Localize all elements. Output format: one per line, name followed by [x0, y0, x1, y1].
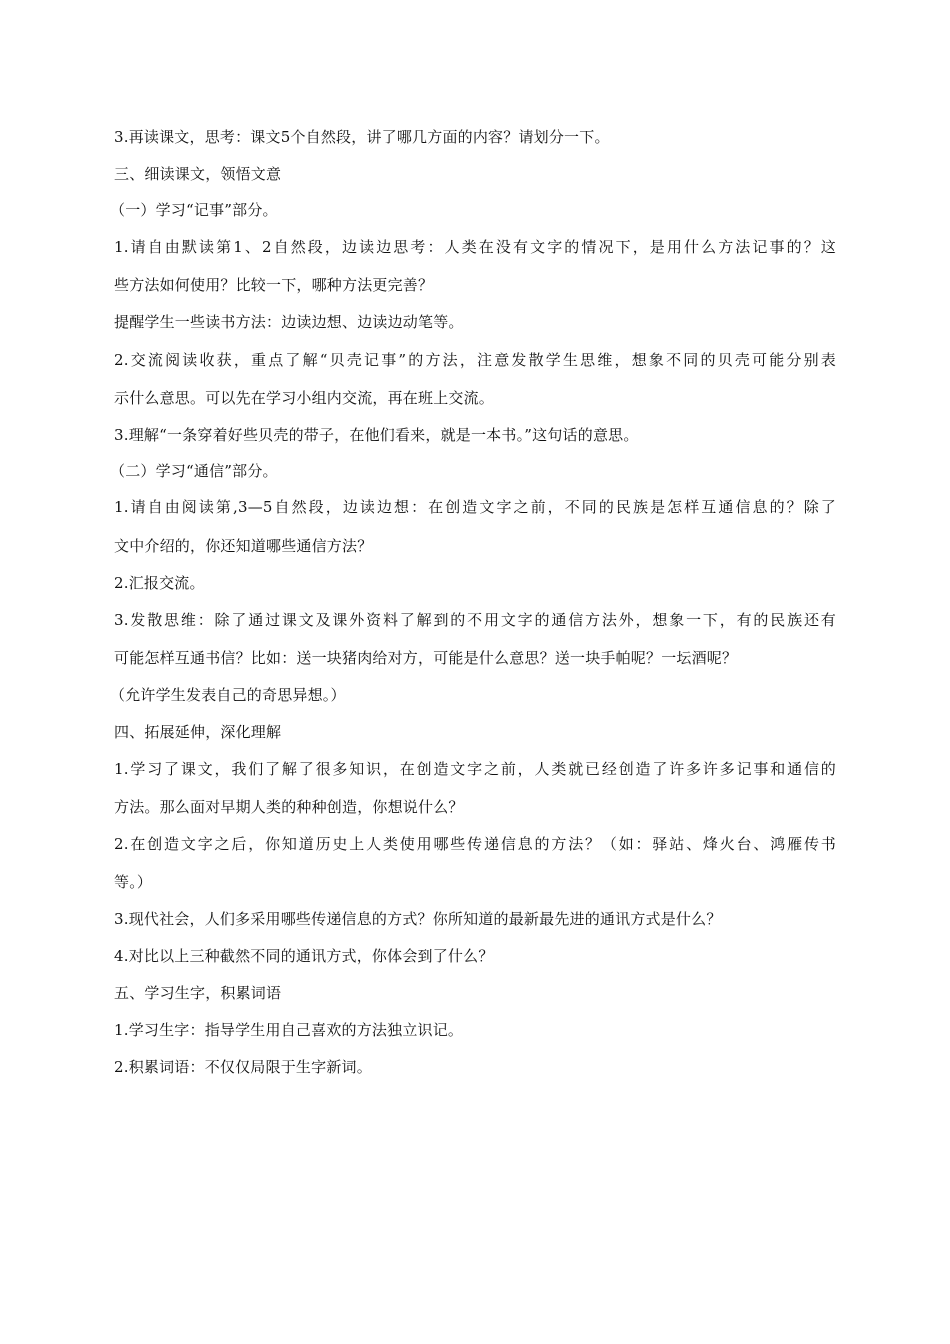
text-line-18: 1.学习了课文，我们了解了很多知识，在创造文字之前，人类就已经创造了许多许多记事和通信的: [114, 760, 836, 778]
text-line-1: 3.再读课文，思考：课文5个自然段，讲了哪几方面的内容？请划分一下。: [114, 128, 610, 146]
section-heading-3: 三、细读课文，领悟文意: [114, 165, 282, 183]
text-line-20: 2.在创造文字之后，你知道历史上人类使用哪些传递信息的方法？（如：驿站、烽火台、鸿雁传书: [114, 835, 836, 853]
text-line-11: 1.请自由阅读第,3—5自然段，边读边想：在创造文字之前，不同的民族是怎样互通信息的？除了: [114, 498, 836, 516]
text-line-16: （允许学生发表自己的奇思异想。）: [110, 686, 346, 704]
text-line-7: 2.交流阅读收获，重点了解“贝壳记事”的方法，注意发散学生思维，想象不同的贝壳可能分别表: [114, 351, 836, 369]
text-line-4: 1.请自由默读第1、2自然段，边读边思考：人类在没有文字的情况下，是用什么方法记事的？这: [114, 238, 836, 256]
subsection-heading-1: （一）学习“记事”部分。: [110, 201, 278, 219]
text-line-25: 1.学习生字：指导学生用自己喜欢的方法独立识记。: [114, 1021, 464, 1039]
text-line-6: 提醒学生一些读书方法：边读边想、边读边动笔等。: [114, 313, 464, 331]
text-line-26: 2.积累词语：不仅仅局限于生字新词。: [114, 1058, 372, 1076]
text-line-14: 3.发散思维：除了通过课文及课外资料了解到的不用文字的通信方法外，想象一下，有的民族还有: [114, 611, 836, 629]
section-heading-4: 四、拓展延伸，深化理解: [114, 723, 282, 741]
text-line-12: 文中介绍的，你还知道哪些通信方法？: [114, 537, 373, 555]
text-line-19: 方法。那么面对早期人类的种种创造，你想说什么？: [114, 798, 464, 816]
text-line-8: 示什么意思。可以先在学习小组内交流，再在班上交流。: [114, 389, 495, 407]
text-line-23: 4.对比以上三种截然不同的通讯方式，你体会到了什么？: [114, 947, 494, 965]
text-line-5: 些方法如何使用？比较一下，哪种方法更完善？: [114, 276, 434, 294]
subsection-heading-2: （二）学习“通信”部分。: [110, 462, 278, 480]
section-heading-5: 五、学习生字，积累词语: [114, 984, 282, 1002]
text-line-15: 可能怎样互通书信？比如：送一块猪肉给对方，可能是什么意思？送一块手帕呢？一坛酒呢？: [114, 649, 738, 667]
text-line-13: 2.汇报交流。: [114, 574, 205, 592]
text-line-9: 3.理解“一条穿着好些贝壳的带子，在他们看来，就是一本书。”这句话的意思。: [114, 426, 639, 444]
text-line-21: 等。）: [114, 873, 153, 891]
text-line-22: 3.现代社会，人们多采用哪些传递信息的方式？你所知道的最新最先进的通讯方式是什么？: [114, 910, 722, 928]
